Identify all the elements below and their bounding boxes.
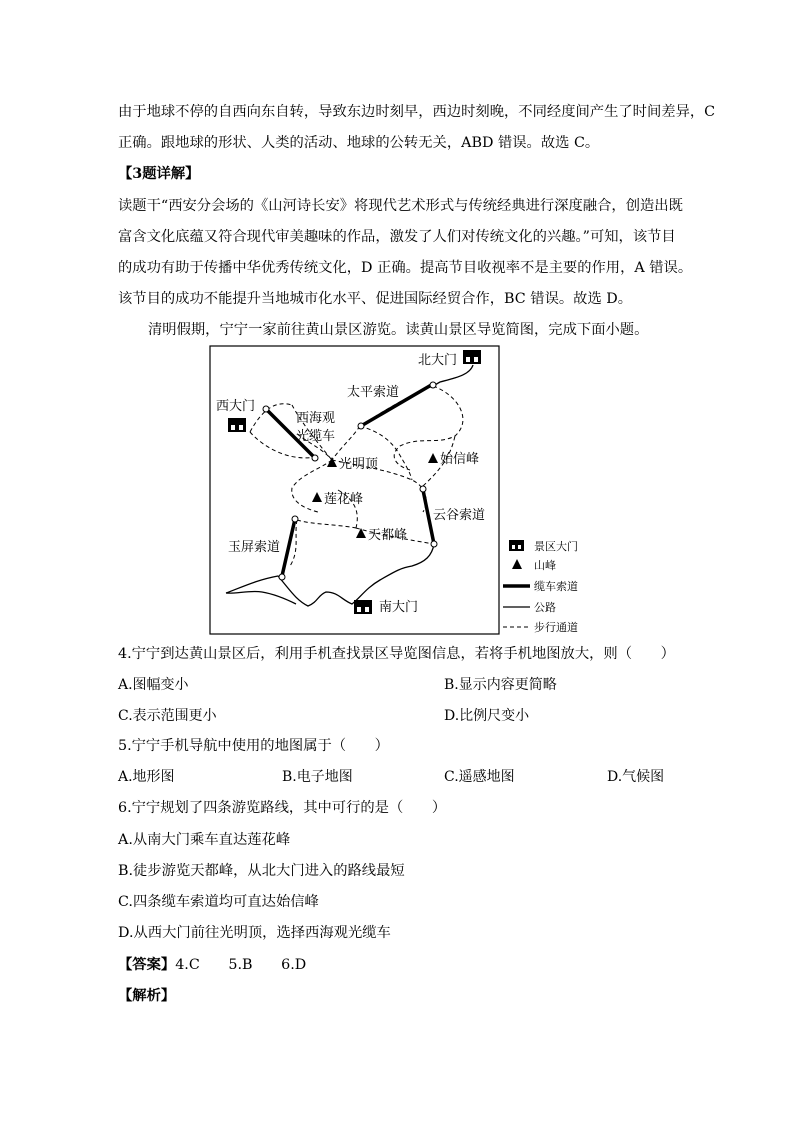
- gate-icon: [509, 540, 524, 551]
- peak-label: 光明顶: [339, 457, 379, 472]
- yuping-cableway: [282, 519, 295, 576]
- option-4b: B.显示内容更简略: [444, 677, 557, 693]
- option-6b: B.徒步游览天都峰，从北大门进入的路线最短: [118, 863, 405, 879]
- paragraph-line: 正确。跟地球的形状、人类的活动、地球的公转无关，ABD 错误。故选 C。: [118, 135, 600, 151]
- paragraph-line: 由于地球不停的自西向东自转，导致东边时刻早，西边时刻晚，不同经度间产生了时间差异，C: [118, 104, 716, 120]
- question-4: 4.宁宁到达黄山景区后，利用手机查找景区导览图信息，若将手机地图放大，则（ ）: [118, 646, 675, 662]
- legend-label: 山峰: [534, 559, 556, 572]
- analysis-heading: 【解析】: [118, 988, 176, 1004]
- section-heading: 【3题详解】: [118, 166, 200, 182]
- cableway-label: 西海观: [296, 411, 336, 426]
- option-4a: A.图幅变小: [118, 677, 189, 693]
- map-legend: [503, 539, 578, 634]
- gate-icon: [228, 418, 246, 432]
- peak-label: 天都峰: [368, 528, 408, 543]
- peak-icon: [512, 559, 522, 569]
- peak-icon: [356, 528, 366, 538]
- option-5d: D.气候图: [607, 769, 665, 785]
- peak-icon: [428, 453, 438, 463]
- option-5a: A.地形图: [118, 769, 175, 785]
- paragraph-line: 读题干“西安分会场的《山河诗长安》将现代艺术形式与传统经典进行深度融合，创造出既: [118, 198, 683, 214]
- paragraph-line: 富含文化底蕴又符合现代审美趣味的作品，激发了人们对传统文化的兴趣。”可知，该节目: [118, 229, 676, 245]
- answer-label: 【答案】: [118, 957, 176, 973]
- option-5b: B.电子地图: [282, 769, 353, 785]
- gate-icon: [463, 350, 481, 364]
- peak-label: 始信峰: [440, 452, 480, 467]
- gate-icon: [354, 600, 372, 614]
- cableways: [267, 384, 434, 576]
- paragraph-line: 的成功有助于传播中华优秀传统文化，D 正确。提高节目收视率不是主要的作用，A 错误。: [118, 260, 693, 276]
- peak-icon: [327, 457, 337, 467]
- answer-items: 4.C 5.B 6.D: [175, 957, 307, 973]
- question-intro: 清明假期，宁宁一家前往黄山景区游览。读黄山景区导览简图，完成下面小题。: [148, 322, 649, 338]
- answer-line: [118, 955, 306, 975]
- option-5c: C.遥感地图: [444, 769, 515, 785]
- gate-label: 南大门: [379, 600, 419, 615]
- option-6c: C.四条缆车索道均可直达始信峰: [118, 894, 319, 910]
- option-4d: D.比例尺变小: [444, 708, 530, 724]
- option-6a: A.从南大门乘车直达莲花峰: [118, 832, 291, 848]
- legend-label: 景区大门: [534, 540, 578, 553]
- cableway-label: 云谷索道: [433, 508, 486, 523]
- roads: [226, 365, 473, 606]
- question-6: 6.宁宁规划了四条游览路线，其中可行的是（ ）: [118, 800, 447, 816]
- cableway-label: 太平索道: [347, 385, 400, 400]
- walking-trails: [250, 386, 463, 566]
- question-5: 5.宁宁手机导航中使用的地图属于（ ）: [118, 738, 389, 754]
- peak-label: 莲花峰: [324, 492, 364, 507]
- peak-icon: [312, 492, 322, 502]
- gate-label: 西大门: [216, 399, 256, 414]
- legend-label: 公路: [534, 601, 556, 614]
- cableway-label: 光缆车: [296, 429, 336, 444]
- legend-label: 步行通道: [534, 621, 578, 634]
- paragraph-line: 该节目的成功不能提升当地城市化水平、促进国际经贸合作，BC 错误。故选 D。: [118, 291, 633, 307]
- cableway-label: 玉屏索道: [228, 540, 281, 555]
- option-6d: D.从西大门前往光明顶，选择西海观光缆车: [118, 925, 391, 941]
- legend-label: 缆车索道: [534, 580, 578, 593]
- option-4c: C.表示范围更小: [118, 708, 217, 724]
- gate-label: 北大门: [418, 353, 458, 368]
